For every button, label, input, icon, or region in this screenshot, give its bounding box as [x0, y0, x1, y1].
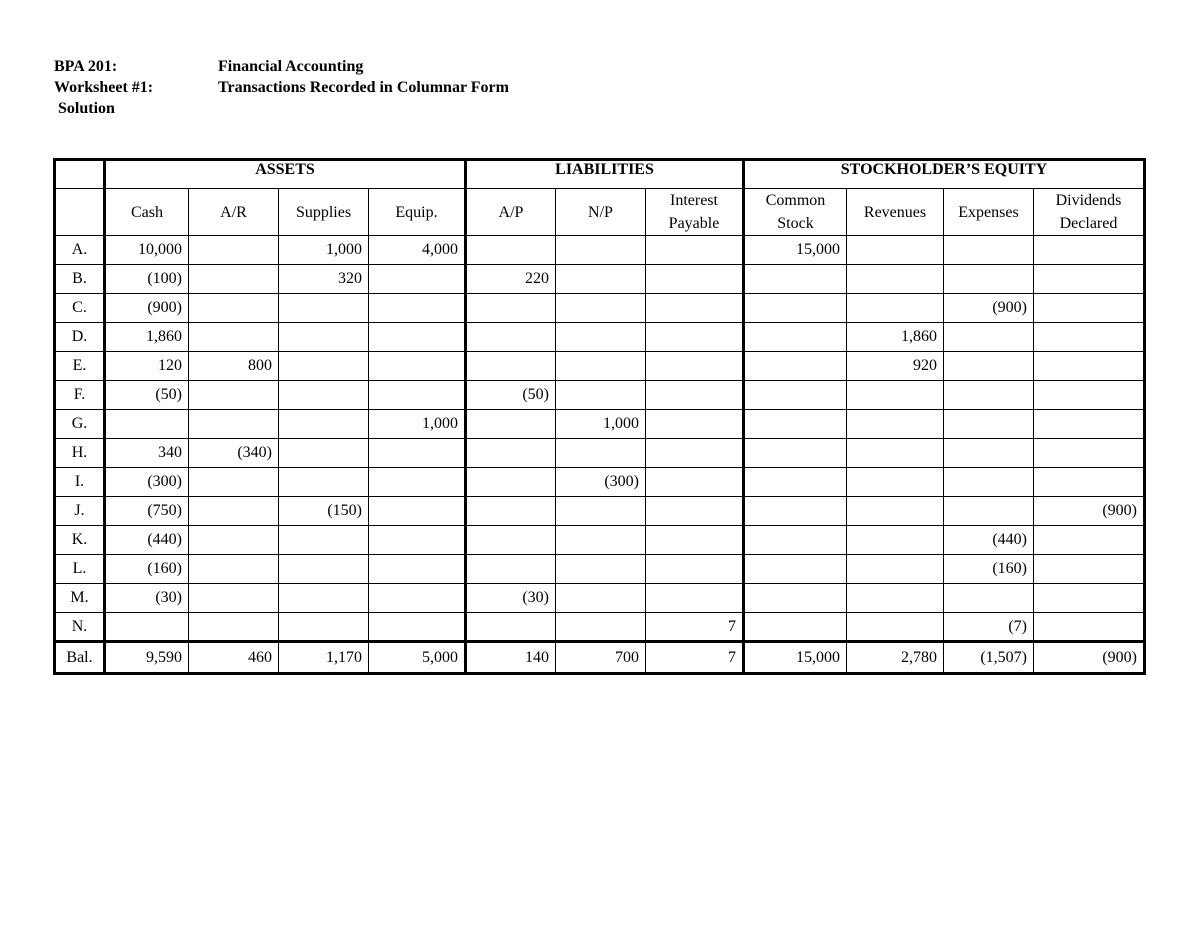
cell-cash: 1,860: [105, 323, 189, 352]
cell-equip: [369, 265, 466, 294]
group-liabilities: LIABILITIES: [466, 160, 744, 189]
cell-ar: [189, 236, 279, 265]
cell-supplies: [279, 294, 369, 323]
table-row: [55, 381, 1145, 410]
balance-np: 700: [556, 642, 646, 674]
cell-expenses: [944, 584, 1034, 613]
cell-ap: [466, 294, 556, 323]
column-header-row: [55, 189, 1145, 236]
row-label: B.: [55, 265, 105, 294]
row-label: J.: [55, 497, 105, 526]
row-label: K.: [55, 526, 105, 555]
cell-supplies: [279, 439, 369, 468]
cell-dividends-declared: [1034, 613, 1145, 642]
cell-supplies: 1,000: [279, 236, 369, 265]
cell-dividends-declared: [1034, 584, 1145, 613]
cell-common-stock: [744, 497, 847, 526]
cell-ap: [466, 555, 556, 584]
cell-common-stock: [744, 294, 847, 323]
cell-supplies: [279, 613, 369, 642]
cell-equip: [369, 555, 466, 584]
cell-common-stock: [744, 410, 847, 439]
col-common-stock: [744, 189, 847, 236]
col-revenues: Revenues: [847, 189, 944, 236]
cell-common-stock: [744, 265, 847, 294]
balance-ap: 140: [466, 642, 556, 674]
cell-dividends-declared: [1034, 468, 1145, 497]
cell-ap: [466, 613, 556, 642]
cell-supplies: [279, 410, 369, 439]
cell-expenses: [944, 410, 1034, 439]
table-row: [55, 265, 1145, 294]
cell-interest-payable: [646, 584, 744, 613]
cell-np: [556, 323, 646, 352]
row-label: A.: [55, 236, 105, 265]
group-stockholders-equity: STOCKHOLDER’S EQUITY: [744, 160, 1145, 189]
table-row: [55, 410, 1145, 439]
worksheet-number: Worksheet #1:: [54, 79, 154, 96]
col-ap: A/P: [466, 189, 556, 236]
cell-dividends-declared: [1034, 410, 1145, 439]
cell-ap: 220: [466, 265, 556, 294]
cell-interest-payable: [646, 294, 744, 323]
group-header-row: [55, 160, 1145, 189]
cell-equip: [369, 352, 466, 381]
cell-np: [556, 497, 646, 526]
cell-equip: [369, 381, 466, 410]
transactions-body: [55, 236, 1145, 642]
balance-cash: 9,590: [105, 642, 189, 674]
cell-common-stock: [744, 526, 847, 555]
cell-np: [556, 584, 646, 613]
cell-expenses: (900): [944, 294, 1034, 323]
cell-ap: [466, 526, 556, 555]
cell-interest-payable: [646, 265, 744, 294]
table-row: [55, 497, 1145, 526]
cell-supplies: [279, 555, 369, 584]
cell-interest-payable: [646, 468, 744, 497]
cell-common-stock: [744, 584, 847, 613]
cell-dividends-declared: [1034, 555, 1145, 584]
cell-revenues: 920: [847, 352, 944, 381]
cell-supplies: [279, 526, 369, 555]
cell-ar: (340): [189, 439, 279, 468]
row-label: G.: [55, 410, 105, 439]
cell-common-stock: [744, 468, 847, 497]
cell-interest-payable: [646, 381, 744, 410]
cell-revenues: [847, 468, 944, 497]
balance-row: [55, 642, 1145, 674]
balance-ar: 460: [189, 642, 279, 674]
col-common-stock-line2: Stock: [777, 215, 814, 232]
cell-cash: (440): [105, 526, 189, 555]
cell-interest-payable: [646, 439, 744, 468]
cell-ar: [189, 410, 279, 439]
cell-dividends-declared: (900): [1034, 497, 1145, 526]
cell-revenues: [847, 555, 944, 584]
cell-equip: 4,000: [369, 236, 466, 265]
cell-supplies: 320: [279, 265, 369, 294]
cell-interest-payable: [646, 497, 744, 526]
table-row: [55, 439, 1145, 468]
col-ar: A/R: [189, 189, 279, 236]
cell-ar: [189, 323, 279, 352]
cell-cash: (160): [105, 555, 189, 584]
corner-cell: [55, 160, 105, 189]
cell-equip: [369, 439, 466, 468]
col-np: N/P: [556, 189, 646, 236]
cell-common-stock: [744, 613, 847, 642]
table-row: [55, 352, 1145, 381]
col-interest-payable-line1: Interest: [670, 192, 718, 209]
cell-supplies: [279, 468, 369, 497]
cell-equip: [369, 526, 466, 555]
cell-expenses: (7): [944, 613, 1034, 642]
cell-ar: 800: [189, 352, 279, 381]
cell-ar: [189, 584, 279, 613]
cell-common-stock: [744, 381, 847, 410]
cell-interest-payable: [646, 410, 744, 439]
col-equip: Equip.: [369, 189, 466, 236]
cell-np: (300): [556, 468, 646, 497]
cell-ar: [189, 613, 279, 642]
header-line-worksheet: [54, 77, 509, 98]
cell-expenses: [944, 468, 1034, 497]
cell-dividends-declared: [1034, 294, 1145, 323]
cell-revenues: [847, 236, 944, 265]
cell-equip: [369, 323, 466, 352]
cell-ar: [189, 497, 279, 526]
col-dividends-declared-line2: Declared: [1059, 215, 1118, 232]
cell-dividends-declared: [1034, 236, 1145, 265]
cell-revenues: [847, 526, 944, 555]
row-label: E.: [55, 352, 105, 381]
cell-dividends-declared: [1034, 439, 1145, 468]
table-row: [55, 323, 1145, 352]
cell-np: [556, 294, 646, 323]
cell-interest-payable: [646, 236, 744, 265]
cell-revenues: [847, 381, 944, 410]
cell-expenses: (440): [944, 526, 1034, 555]
cell-dividends-declared: [1034, 265, 1145, 294]
cell-equip: [369, 468, 466, 497]
row-label: I.: [55, 468, 105, 497]
columnar-worksheet-table: [53, 158, 1146, 675]
cell-equip: 1,000: [369, 410, 466, 439]
cell-expenses: [944, 381, 1034, 410]
row-label: L.: [55, 555, 105, 584]
cell-common-stock: 15,000: [744, 236, 847, 265]
cell-revenues: [847, 265, 944, 294]
cell-revenues: [847, 584, 944, 613]
row-label: F.: [55, 381, 105, 410]
cell-revenues: [847, 497, 944, 526]
cell-revenues: [847, 410, 944, 439]
cell-dividends-declared: [1034, 526, 1145, 555]
cell-ar: [189, 526, 279, 555]
corner-cell-2: [55, 189, 105, 236]
cell-supplies: [279, 381, 369, 410]
cell-equip: [369, 613, 466, 642]
cell-common-stock: [744, 439, 847, 468]
col-interest-payable: [646, 189, 744, 236]
cell-ar: [189, 555, 279, 584]
cell-equip: [369, 497, 466, 526]
table-row: [55, 468, 1145, 497]
cell-cash: (900): [105, 294, 189, 323]
cell-ap: [466, 439, 556, 468]
col-dividends-declared-line1: Dividends: [1055, 192, 1122, 209]
balance-label: Bal.: [55, 642, 105, 674]
cell-ap: [466, 468, 556, 497]
balance-supplies: 1,170: [279, 642, 369, 674]
cell-cash: (750): [105, 497, 189, 526]
table-row: [55, 584, 1145, 613]
cell-supplies: (150): [279, 497, 369, 526]
cell-ap: [466, 497, 556, 526]
cell-ar: [189, 468, 279, 497]
cell-common-stock: [744, 555, 847, 584]
col-dividends-declared: [1034, 189, 1145, 236]
col-supplies: Supplies: [279, 189, 369, 236]
cell-ap: [466, 352, 556, 381]
cell-supplies: [279, 323, 369, 352]
balance-interest-payable: 7: [646, 642, 744, 674]
cell-ap: [466, 236, 556, 265]
row-label: H.: [55, 439, 105, 468]
cell-ar: [189, 381, 279, 410]
group-assets: ASSETS: [105, 160, 466, 189]
solution-label: Solution: [58, 100, 115, 117]
cell-np: [556, 265, 646, 294]
course-title: Financial Accounting: [218, 58, 364, 75]
header-line-course: [54, 56, 509, 77]
balance-dividends-declared: (900): [1034, 642, 1145, 674]
cell-expenses: [944, 439, 1034, 468]
cell-equip: [369, 584, 466, 613]
cell-expenses: (160): [944, 555, 1034, 584]
row-label: D.: [55, 323, 105, 352]
cell-cash: (300): [105, 468, 189, 497]
cell-dividends-declared: [1034, 352, 1145, 381]
cell-revenues: [847, 613, 944, 642]
cell-np: [556, 236, 646, 265]
course-code: BPA 201:: [54, 58, 118, 75]
col-common-stock-line1: Common: [765, 192, 826, 209]
col-interest-payable-line2: Payable: [668, 215, 720, 232]
cell-ap: [466, 323, 556, 352]
cell-expenses: [944, 236, 1034, 265]
cell-np: 1,000: [556, 410, 646, 439]
cell-np: [556, 613, 646, 642]
balance-equip: 5,000: [369, 642, 466, 674]
cell-cash: 120: [105, 352, 189, 381]
cell-revenues: [847, 294, 944, 323]
cell-ar: [189, 294, 279, 323]
cell-interest-payable: [646, 352, 744, 381]
cell-interest-payable: [646, 555, 744, 584]
cell-supplies: [279, 584, 369, 613]
table-row: [55, 526, 1145, 555]
cell-supplies: [279, 352, 369, 381]
cell-expenses: [944, 323, 1034, 352]
cell-ap: (30): [466, 584, 556, 613]
cell-expenses: [944, 265, 1034, 294]
cell-revenues: [847, 439, 944, 468]
cell-ap: [466, 410, 556, 439]
cell-dividends-declared: [1034, 323, 1145, 352]
table-row: [55, 555, 1145, 584]
cell-cash: [105, 410, 189, 439]
cell-equip: [369, 294, 466, 323]
worksheet-header: [54, 56, 509, 119]
cell-expenses: [944, 352, 1034, 381]
cell-cash: (30): [105, 584, 189, 613]
cell-common-stock: [744, 352, 847, 381]
balance-common-stock: 15,000: [744, 642, 847, 674]
balance-revenues: 2,780: [847, 642, 944, 674]
row-label: N.: [55, 613, 105, 642]
table-row: [55, 294, 1145, 323]
cell-expenses: [944, 497, 1034, 526]
cell-cash: (100): [105, 265, 189, 294]
cell-np: [556, 352, 646, 381]
cell-revenues: 1,860: [847, 323, 944, 352]
cell-common-stock: [744, 323, 847, 352]
col-expenses: Expenses: [944, 189, 1034, 236]
cell-cash: [105, 613, 189, 642]
cell-interest-payable: [646, 323, 744, 352]
cell-np: [556, 555, 646, 584]
row-label: C.: [55, 294, 105, 323]
cell-interest-payable: 7: [646, 613, 744, 642]
cell-cash: 10,000: [105, 236, 189, 265]
cell-ar: [189, 265, 279, 294]
cell-dividends-declared: [1034, 381, 1145, 410]
table-row: [55, 613, 1145, 642]
cell-np: [556, 439, 646, 468]
cell-interest-payable: [646, 526, 744, 555]
cell-cash: (50): [105, 381, 189, 410]
cell-np: [556, 381, 646, 410]
balance-expenses: (1,507): [944, 642, 1034, 674]
cell-ap: (50): [466, 381, 556, 410]
cell-cash: 340: [105, 439, 189, 468]
cell-np: [556, 526, 646, 555]
col-cash: Cash: [105, 189, 189, 236]
header-line-solution: [54, 98, 509, 119]
worksheet-title: Transactions Recorded in Columnar Form: [218, 79, 509, 96]
table-row: [55, 236, 1145, 265]
row-label: M.: [55, 584, 105, 613]
